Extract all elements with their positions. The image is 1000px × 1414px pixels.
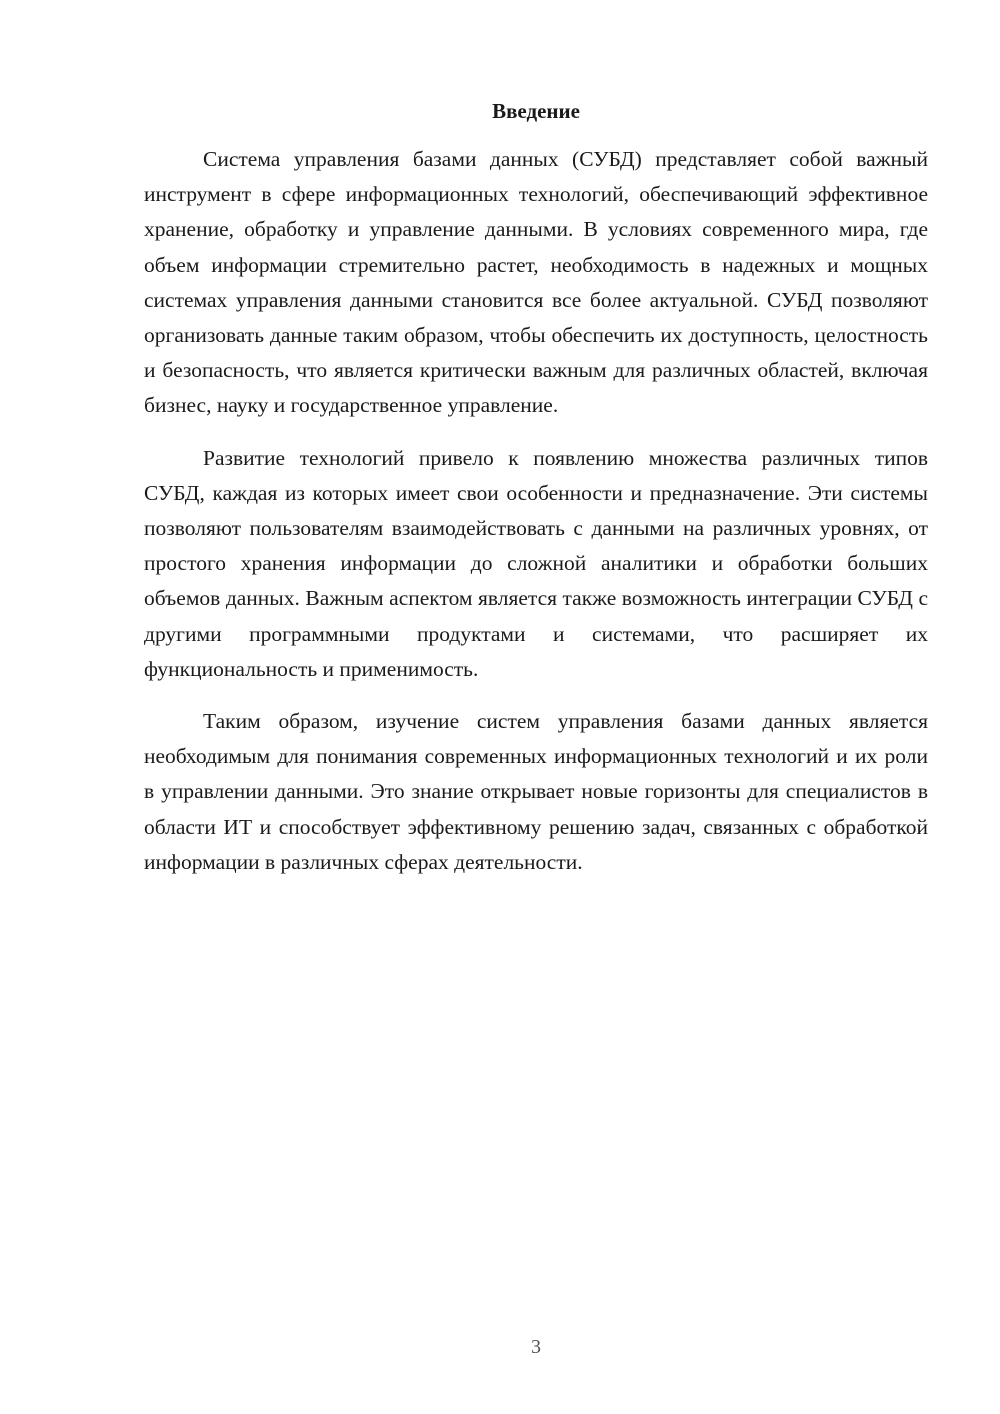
document-body — [144, 142, 928, 897]
paragraph-1: Система управления базами данных (СУБД) представляет собой важный инструмент в сфере информационных технологий, обеспечивающий эффективное хранение, обработку и управление данными. В условиях современного мира, где объем информации стремительно растет, необходимость в надежных и мощных системах управления данными становится все более актуальной. СУБД позволяют организовать данные таким образом, чтобы обеспечить их доступность, целостность и безопасность, что является критически важным для различных областей, включая бизнес, науку и государственное управление. — [144, 147, 928, 418]
section-heading: Введение — [492, 99, 580, 123]
paragraph-3: Таким образом, изучение систем управления базами данных является необходимым для понимания современных информационных технологий и их роли в управлении данными. Это знание открывает новые горизонты для специалистов в области ИТ и способствует эффективному решению задач, связанных с обработкой информации в различных сферах деятельности. — [144, 709, 928, 874]
page-number: 3 — [531, 1336, 541, 1358]
paragraph-2: Развитие технологий привело к появлению множества различных типов СУБД, каждая из которых имеет свои особенности и предназначение. Эти системы позволяют пользователям взаимодействовать с данными на различных уровнях, от простого хранения информации до сложной аналитики и обработки больших объемов данных. Важным аспектом является также возможность интеграции СУБД с другими программными продуктами и системами, что расширяет их функциональность и применимость. — [144, 445, 928, 681]
